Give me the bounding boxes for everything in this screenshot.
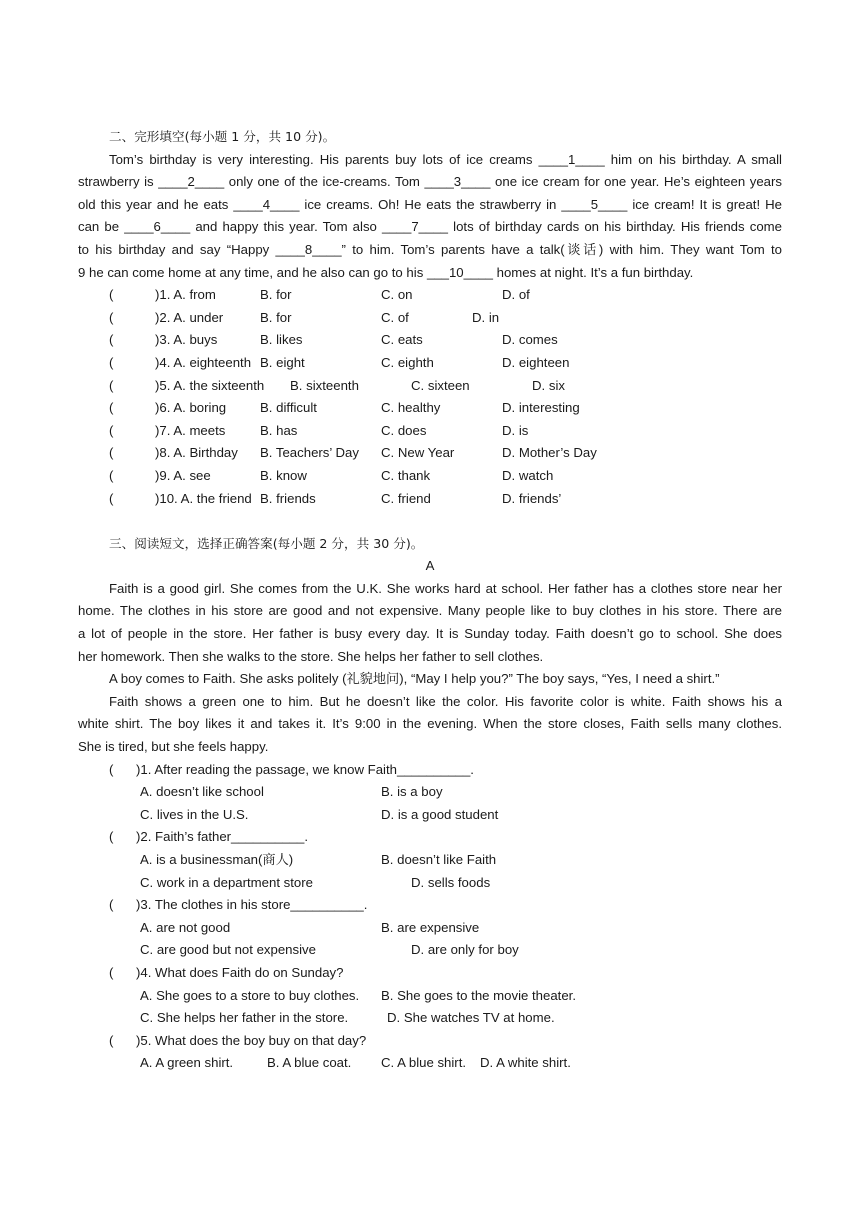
option-c: C. lives in the U.S. [140, 806, 249, 822]
question-stem: )6. A. boring [155, 400, 227, 416]
cloze-line-3: old this year and he eats ____4____ ice creams. Oh! He eats the strawberry in ____5____ ice cream! It is great! He [78, 196, 782, 212]
reading-line-1: Faith is a good girl. She comes from the U.K. She works hard at school. Her father has a clothes store near her [109, 580, 782, 596]
option-c: C. eighth [381, 354, 434, 370]
question-stem: )8. A. Birthday [155, 445, 238, 461]
cloze-line-1: Tom’s birthday is very interesting. His parents buy lots of ice creams ____1____ him on his birthday. A small [109, 151, 782, 167]
paren: ( [109, 309, 114, 325]
question-stem: )7. A. meets [155, 422, 226, 438]
question-stem: )4. A. eighteenth [155, 354, 252, 370]
option-d: D. is a good student [381, 806, 499, 822]
option-c: C. She helps her father in the store. [140, 1010, 349, 1026]
cloze-line-6: 9 he can come home at any time, and he also can go to his ___10____ homes at night. It’s a fun birthday. [78, 264, 694, 280]
option-b: B. is a boy [381, 784, 443, 800]
option-d: D. are only for boy [411, 942, 519, 958]
option-b: B. friends [260, 490, 316, 506]
option-c: C. New Year [381, 445, 455, 461]
paren: ( [109, 332, 114, 348]
cloze-line-5: to his birthday and say “Happy ____8____” to him. Tom’s parents have a talk(谈话) with him. They want Tom to [78, 241, 782, 257]
question-stem: )5. A. the sixteenth [155, 377, 265, 393]
option-b: B. know [260, 467, 307, 483]
cloze-question [78, 397, 782, 420]
option-d: D. A white shirt. [480, 1055, 571, 1071]
option-c: C. work in a department store [140, 874, 313, 890]
paren: ( [109, 467, 114, 483]
question-stem: )3. The clothes in his store__________. [136, 897, 368, 913]
question-stem: )1. A. from [155, 287, 216, 303]
cloze-line-2: strawberry is ____2____ only one of the ice-creams. Tom ____3____ one ice cream for one year. He’s eighteen years [78, 174, 782, 190]
reading-question [78, 759, 782, 782]
cloze-questions [78, 284, 782, 510]
option-row [78, 1052, 782, 1075]
option-c: C. friend [381, 490, 431, 506]
option-b: B. A blue coat. [267, 1055, 352, 1071]
option-d: D. watch [502, 467, 554, 483]
paren: ( [109, 1032, 114, 1048]
option-row [78, 804, 782, 827]
paren: ( [109, 964, 114, 980]
option-b: B. She goes to the movie theater. [381, 987, 577, 1003]
option-c: C. on [381, 287, 413, 303]
section3-heading: 三、阅读短文，选择正确答案(每小题 2 分，共 30 分)。 [109, 535, 424, 551]
cloze-question [78, 375, 782, 398]
paren: ( [109, 400, 114, 416]
reading-line-2: home. The clothes in his store are good and not expensive. Many people like to buy clothes in his store. There are [78, 603, 782, 619]
question-stem: )9. A. see [155, 467, 211, 483]
option-d: D. Mother’s Day [502, 445, 597, 461]
question-stem: )4. What does Faith do on Sunday? [136, 964, 344, 980]
spacer [78, 510, 782, 533]
exam-page [78, 126, 782, 1075]
option-c: C. eats [381, 332, 423, 348]
option-row [78, 1007, 782, 1030]
option-d: D. eighteen [502, 354, 570, 370]
paren: ( [109, 829, 114, 845]
paren: ( [109, 377, 114, 393]
cloze-question [78, 465, 782, 488]
paren: ( [109, 897, 114, 913]
option-c: C. are good but not expensive [140, 942, 316, 958]
question-stem: )10. A. the friend [155, 490, 252, 506]
reading-question [78, 826, 782, 849]
paren: ( [109, 490, 114, 506]
option-row [78, 939, 782, 962]
option-c: C. of [381, 309, 409, 325]
question-stem: )2. A. under [155, 309, 224, 325]
option-b: B. Teachers’ Day [260, 445, 359, 461]
option-row [78, 872, 782, 895]
option-d: D. comes [502, 332, 558, 348]
reading-line-6: Faith shows a green one to him. But he doesn’t like the color. His favorite color is white. Faith shows his a [109, 693, 782, 709]
reading-line-8: She is tired, but she feels happy. [78, 739, 269, 755]
question-stem: )3. A. buys [155, 332, 218, 348]
option-row [78, 849, 782, 872]
option-d: D. sells foods [411, 874, 491, 890]
cloze-question [78, 352, 782, 375]
option-row [78, 985, 782, 1008]
option-a: A. are not good [140, 919, 231, 935]
cloze-question [78, 307, 782, 330]
cloze-question [78, 488, 782, 511]
paren: ( [109, 761, 114, 777]
reading-line-7: white shirt. The boy likes it and takes it. It’s 9:00 in the evening. When the store closes, Faith sells many clothes. [78, 716, 782, 732]
cloze-question [78, 420, 782, 443]
option-b: B. eight [260, 354, 305, 370]
option-b: B. likes [260, 332, 303, 348]
option-d: D. interesting [502, 400, 580, 416]
reading-question [78, 962, 782, 985]
option-a: A. A green shirt. [140, 1055, 234, 1071]
cloze-question [78, 442, 782, 465]
reading-line-4: her homework. Then she walks to the store. She helps her father to sell clothes. [78, 648, 544, 664]
option-row [78, 917, 782, 940]
reading-question [78, 1030, 782, 1053]
option-row [78, 781, 782, 804]
cloze-line-4: can be ____6____ and happy this year. Tom also ____7____ lots of birthday cards on his birthday. His friends come [78, 219, 782, 235]
reading-line-3: a lot of people in the store. Her father is busy every day. It is Sunday today. Faith doesn’t go to school. She does [78, 626, 782, 642]
option-c: C. does [381, 422, 427, 438]
option-a: A. She goes to a store to buy clothes. [140, 987, 360, 1003]
option-b: B. sixteenth [290, 377, 359, 393]
question-stem: )2. Faith’s father__________. [136, 829, 309, 845]
option-c: C. A blue shirt. [381, 1055, 467, 1071]
part-label: A [425, 558, 435, 574]
option-c: C. sixteen [411, 377, 470, 393]
option-d: D. in [472, 309, 500, 325]
option-d: D. six [532, 377, 565, 393]
paren: ( [109, 354, 114, 370]
question-stem: )5. What does the boy buy on that day? [136, 1032, 367, 1048]
cloze-question [78, 329, 782, 352]
reading-questions [78, 759, 782, 1075]
option-b: B. doesn’t like Faith [381, 852, 497, 867]
paren: ( [109, 287, 114, 303]
option-a: A. doesn’t like school [140, 784, 264, 800]
option-b: B. has [260, 422, 298, 438]
option-d: D. She watches TV at home. [387, 1010, 555, 1026]
option-d: D. is [502, 422, 529, 438]
paren: ( [109, 445, 114, 461]
option-b: B. for [260, 287, 292, 303]
option-c: C. healthy [381, 400, 441, 416]
option-b: B. are expensive [381, 919, 480, 935]
option-b: B. difficult [260, 400, 317, 416]
option-a: A. is a businessman(商人) [140, 852, 294, 867]
reading-question [78, 894, 782, 917]
cloze-question [78, 284, 782, 307]
reading-line-5: A boy comes to Faith. She asks politely (礼貌地问), “May I help you?” The boy says, “Yes, I need a shirt.” [109, 671, 720, 687]
option-d: D. friends’ [502, 490, 562, 506]
paren: ( [109, 422, 114, 438]
question-stem: )1. After reading the passage, we know Faith__________. [136, 761, 474, 777]
option-b: B. for [260, 309, 292, 325]
option-d: D. of [502, 287, 530, 303]
option-c: C. thank [381, 467, 431, 483]
section2-heading: 二、完形填空(每小题 1 分，共 10 分)。 [109, 129, 336, 144]
